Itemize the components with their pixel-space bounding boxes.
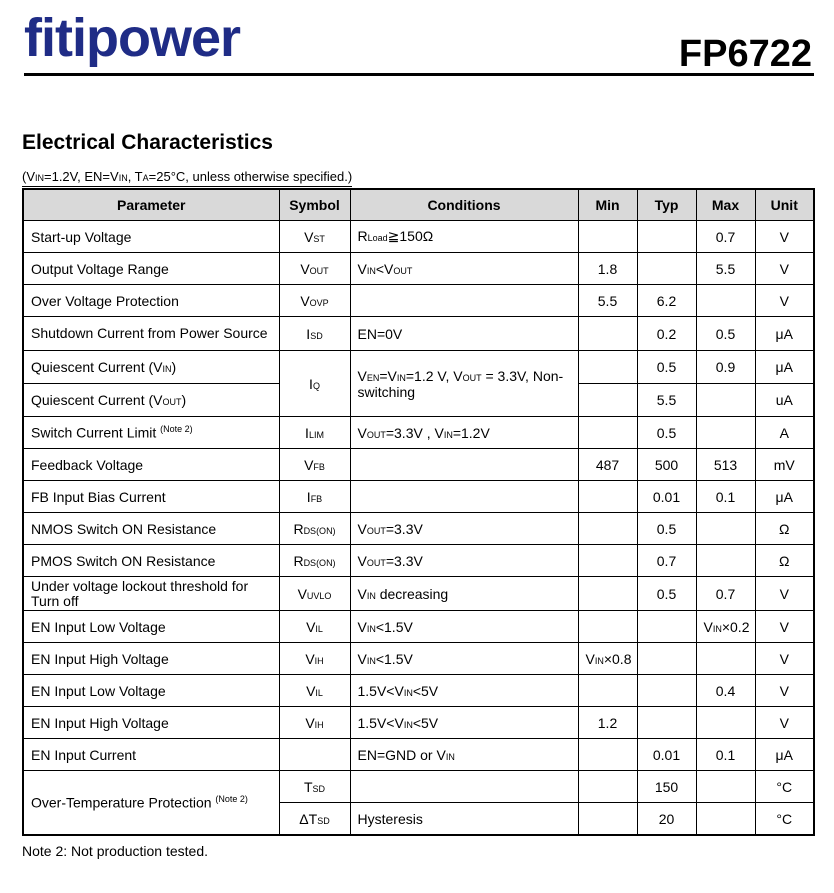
table-header-row bbox=[23, 189, 814, 221]
cell-symbol: VFB bbox=[279, 449, 350, 481]
cell-symbol bbox=[279, 739, 350, 771]
cell-min bbox=[578, 351, 637, 384]
cell-min: 5.5 bbox=[578, 285, 637, 317]
cell-parameter: EN Input Low Voltage bbox=[23, 611, 279, 643]
column-header: Symbol bbox=[279, 189, 350, 221]
cell-symbol: IFB bbox=[279, 481, 350, 513]
column-header: Min bbox=[578, 189, 637, 221]
cell-symbol: VIL bbox=[279, 675, 350, 707]
cell-conditions: VOUT=3.3V , VIN=1.2V bbox=[350, 417, 578, 449]
section-title: Electrical Characteristics bbox=[22, 131, 273, 154]
cell-unit: V bbox=[755, 285, 814, 317]
cell-min bbox=[578, 221, 637, 253]
cell-typ: 0.5 bbox=[637, 577, 696, 611]
cell-unit: V bbox=[755, 253, 814, 285]
cell-conditions: VIN<1.5V bbox=[350, 611, 578, 643]
cell-parameter: Start-up Voltage bbox=[23, 221, 279, 253]
cell-typ: 0.01 bbox=[637, 481, 696, 513]
cell-parameter: EN Input High Voltage bbox=[23, 707, 279, 739]
cell-symbol: VOUT bbox=[279, 253, 350, 285]
cell-unit: μA bbox=[755, 739, 814, 771]
column-header: Max bbox=[696, 189, 755, 221]
cell-unit: V bbox=[755, 577, 814, 611]
cell-conditions: 1.5V<VIN<5V bbox=[350, 707, 578, 739]
table-row bbox=[23, 611, 814, 643]
cell-max: 0.7 bbox=[696, 221, 755, 253]
electrical-characteristics-table bbox=[22, 188, 815, 836]
cell-conditions bbox=[350, 481, 578, 513]
cell-typ bbox=[637, 643, 696, 675]
cell-typ: 150 bbox=[637, 771, 696, 803]
cell-max: 0.1 bbox=[696, 739, 755, 771]
cell-typ bbox=[637, 253, 696, 285]
cell-typ: 20 bbox=[637, 803, 696, 836]
cell-min: VIN×0.8 bbox=[578, 643, 637, 675]
column-header: Unit bbox=[755, 189, 814, 221]
cell-min bbox=[578, 803, 637, 836]
cell-min bbox=[578, 577, 637, 611]
cell-parameter: EN Input Low Voltage bbox=[23, 675, 279, 707]
cell-parameter: EN Input High Voltage bbox=[23, 643, 279, 675]
cell-min: 487 bbox=[578, 449, 637, 481]
cell-typ bbox=[637, 221, 696, 253]
cell-parameter: Feedback Voltage bbox=[23, 449, 279, 481]
cell-parameter: FB Input Bias Current bbox=[23, 481, 279, 513]
cell-unit: μA bbox=[755, 317, 814, 351]
cell-max: 513 bbox=[696, 449, 755, 481]
cell-typ: 500 bbox=[637, 449, 696, 481]
cell-unit: °C bbox=[755, 771, 814, 803]
cell-conditions bbox=[350, 285, 578, 317]
cell-min bbox=[578, 771, 637, 803]
cell-min: 1.2 bbox=[578, 707, 637, 739]
cell-unit: μA bbox=[755, 481, 814, 513]
cell-symbol: TSD bbox=[279, 771, 350, 803]
cell-unit: mV bbox=[755, 449, 814, 481]
table-row bbox=[23, 707, 814, 739]
cell-unit: °C bbox=[755, 803, 814, 836]
table-row bbox=[23, 481, 814, 513]
cell-typ: 0.5 bbox=[637, 417, 696, 449]
cell-min bbox=[578, 675, 637, 707]
cell-min bbox=[578, 611, 637, 643]
cell-symbol: IQ bbox=[279, 351, 350, 417]
table-row bbox=[23, 317, 814, 351]
cell-min bbox=[578, 739, 637, 771]
cell-min bbox=[578, 384, 637, 417]
cell-min bbox=[578, 481, 637, 513]
table-row bbox=[23, 221, 814, 253]
cell-parameter: Shutdown Current from Power Source bbox=[23, 317, 279, 351]
cell-parameter: NMOS Switch ON Resistance bbox=[23, 513, 279, 545]
cell-max bbox=[696, 285, 755, 317]
table-row bbox=[23, 675, 814, 707]
cell-symbol: VOVP bbox=[279, 285, 350, 317]
cell-unit: uA bbox=[755, 384, 814, 417]
cell-unit: V bbox=[755, 675, 814, 707]
company-logo: fitipower bbox=[24, 8, 240, 68]
cell-min bbox=[578, 545, 637, 577]
cell-conditions: RLoad≧150Ω bbox=[350, 221, 578, 253]
cell-max bbox=[696, 707, 755, 739]
cell-typ: 0.5 bbox=[637, 513, 696, 545]
cell-parameter: Switch Current Limit $^{(Note 2)}$ bbox=[23, 417, 279, 449]
cell-max bbox=[696, 384, 755, 417]
cell-min bbox=[578, 513, 637, 545]
table-row bbox=[23, 449, 814, 481]
column-header: Conditions bbox=[350, 189, 578, 221]
cell-symbol: VIH bbox=[279, 643, 350, 675]
cell-symbol: VST bbox=[279, 221, 350, 253]
cell-typ: 5.5 bbox=[637, 384, 696, 417]
cell-conditions: Hysteresis bbox=[350, 803, 578, 836]
cell-parameter: Output Voltage Range bbox=[23, 253, 279, 285]
cell-max: VIN×0.2 bbox=[696, 611, 755, 643]
table-row bbox=[23, 513, 814, 545]
footnote: Note 2: Not production tested. bbox=[22, 843, 208, 859]
column-header: Typ bbox=[637, 189, 696, 221]
cell-parameter: Over Voltage Protection bbox=[23, 285, 279, 317]
cell-typ bbox=[637, 707, 696, 739]
conditions-note: (VIN=1.2V, EN=VIN, TA=25°C, unless otherwise specified.) bbox=[22, 169, 352, 187]
table-row bbox=[23, 285, 814, 317]
table-row bbox=[23, 771, 814, 803]
cell-conditions: EN=0V bbox=[350, 317, 578, 351]
cell-unit: V bbox=[755, 707, 814, 739]
cell-conditions: VOUT=3.3V bbox=[350, 513, 578, 545]
cell-max bbox=[696, 513, 755, 545]
cell-parameter: Under voltage lockout threshold for Turn off bbox=[23, 577, 279, 611]
cell-min bbox=[578, 317, 637, 351]
cell-typ: 0.5 bbox=[637, 351, 696, 384]
table-row bbox=[23, 545, 814, 577]
part-number: FP6722 bbox=[678, 33, 812, 75]
cell-conditions: VIN decreasing bbox=[350, 577, 578, 611]
cell-typ: 0.7 bbox=[637, 545, 696, 577]
cell-max bbox=[696, 803, 755, 836]
cell-conditions: VEN=VIN=1.2 V, VOUT = 3.3V, Non-switching bbox=[350, 351, 578, 417]
cell-min: 1.8 bbox=[578, 253, 637, 285]
cell-typ bbox=[637, 675, 696, 707]
cell-typ: 0.01 bbox=[637, 739, 696, 771]
cell-symbol: RDS(ON) bbox=[279, 545, 350, 577]
cell-conditions: 1.5V<VIN<5V bbox=[350, 675, 578, 707]
cell-symbol: ISD bbox=[279, 317, 350, 351]
cell-symbol: VIH bbox=[279, 707, 350, 739]
cell-unit: V bbox=[755, 221, 814, 253]
table-row bbox=[23, 351, 814, 384]
table-row bbox=[23, 739, 814, 771]
cell-symbol: RDS(ON) bbox=[279, 513, 350, 545]
cell-typ bbox=[637, 611, 696, 643]
cell-unit: V bbox=[755, 611, 814, 643]
cell-conditions bbox=[350, 771, 578, 803]
cell-max bbox=[696, 643, 755, 675]
cell-max bbox=[696, 771, 755, 803]
cell-unit: Ω bbox=[755, 545, 814, 577]
column-header: Parameter bbox=[23, 189, 279, 221]
table-row bbox=[23, 417, 814, 449]
cell-conditions: VOUT=3.3V bbox=[350, 545, 578, 577]
cell-conditions: VIN<1.5V bbox=[350, 643, 578, 675]
note-ref: (Note 2) bbox=[215, 794, 248, 805]
cell-max bbox=[696, 545, 755, 577]
cell-symbol: ILIM bbox=[279, 417, 350, 449]
cell-symbol: VIL bbox=[279, 611, 350, 643]
cell-conditions bbox=[350, 449, 578, 481]
note-ref: (Note 2) bbox=[160, 424, 193, 435]
cell-typ: 0.2 bbox=[637, 317, 696, 351]
cell-unit: μA bbox=[755, 351, 814, 384]
cell-unit: Ω bbox=[755, 513, 814, 545]
cell-parameter: PMOS Switch ON Resistance bbox=[23, 545, 279, 577]
cell-typ: 6.2 bbox=[637, 285, 696, 317]
cell-max: 0.4 bbox=[696, 675, 755, 707]
cell-symbol: VUVLO bbox=[279, 577, 350, 611]
table-row bbox=[23, 253, 814, 285]
cell-max: 0.7 bbox=[696, 577, 755, 611]
cell-conditions: EN=GND or VIN bbox=[350, 739, 578, 771]
cell-symbol: ΔTSD bbox=[279, 803, 350, 836]
cell-max bbox=[696, 417, 755, 449]
cell-parameter: Over-Temperature Protection $^{(Note 2)}$ bbox=[23, 771, 279, 836]
cell-parameter: EN Input Current bbox=[23, 739, 279, 771]
cell-unit: V bbox=[755, 643, 814, 675]
cell-max: 0.9 bbox=[696, 351, 755, 384]
cell-max: 0.5 bbox=[696, 317, 755, 351]
cell-conditions: VIN<VOUT bbox=[350, 253, 578, 285]
header-rule bbox=[24, 73, 814, 76]
cell-min bbox=[578, 417, 637, 449]
cell-max: 0.1 bbox=[696, 481, 755, 513]
table-row bbox=[23, 643, 814, 675]
cell-parameter: Quiescent Current (VOUT) bbox=[23, 384, 279, 417]
cell-parameter: Quiescent Current (VIN) bbox=[23, 351, 279, 384]
table-row bbox=[23, 577, 814, 611]
cell-unit: A bbox=[755, 417, 814, 449]
cell-max: 5.5 bbox=[696, 253, 755, 285]
